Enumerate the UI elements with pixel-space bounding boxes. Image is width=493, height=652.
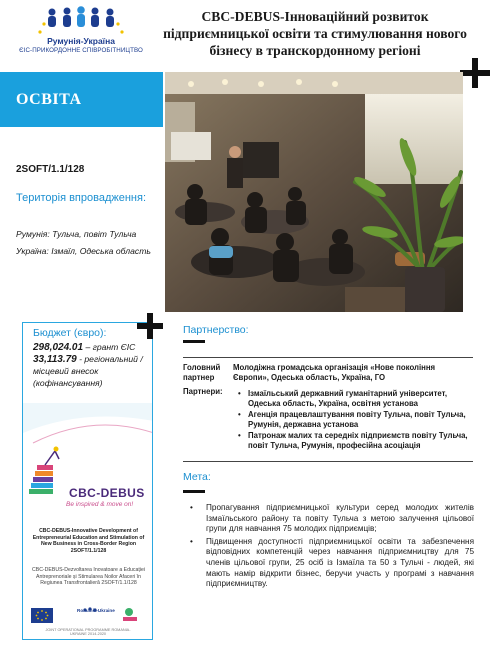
event-photo-illustration [165,72,463,312]
document-title: CBC-DEBUS-Інноваційний розвиток підприємницької освіти та стимулювання нового бізнесу в транскордонному регіоні [163,9,467,58]
plus-icon [460,58,490,88]
budget-grant-amount: 298,024.01 [33,342,84,353]
partners-label: Партнери: [183,387,223,396]
heading-underline [183,340,205,343]
lead-partner-value: Молодіжна громадська організація «Нове покоління Європи», Одеська область, Україна, ГО [233,363,436,382]
cbc-debus-logo: CBC-DEBUS [69,486,145,500]
territory-romania: Румунія: Тульча, повіт Тульча [16,229,137,239]
budget-local-text: місцевий внесок [33,366,99,376]
budget-cofinancing-text: (кофінансування) [33,378,103,388]
plus-icon [137,313,163,339]
budget-grant-line [33,342,153,353]
budget-regional-amount: 33,113.79 [33,354,77,365]
project-code: 2SOFT/1.1/128 [16,164,85,175]
partnership-heading: Партнерство: [183,324,249,336]
lead-partner-label-line1: Головний [183,363,221,372]
budget-poster [22,322,153,640]
program-logo [16,4,146,62]
logo-people-icon [42,6,120,28]
heading-underline [183,490,205,493]
poster-english-title: CBC-DEBUS-Innovative Development of Entrepreneurial Education and Stimulation of New Business in Cross-Border Region 2SOFT/1.1/128 [32,528,145,554]
lead-partner-label-line2: партнер [183,373,215,382]
poster-romanian-title: CBC-DEBUS-Dezvoltarea Inovatoare a Educației Antreprenoriale și Stimularea Noilor Afaceri în Regiunea Transfrontalieră 2SOFT/1.1/128 [31,567,146,586]
section-title: ОСВІТА [16,91,82,108]
logo-title: Румунія-Україна [47,36,115,46]
list-item: • Пропагування підприємницької культури серед молодих жителів Ізмаїльського району та повіту Тульча з метою залучення цільової групи для навчання 75 молодих підприємців; [206,503,474,535]
event-photo [165,72,463,312]
poster-program-text: JOINT OPERATIONAL PROGRAMME ROMANIA-UKRAINE 2014-2020 [45,628,131,636]
territory-heading: Територія впровадження: [16,192,147,204]
list-item: • Ізмаїльський державний гуманітарний університет, Одеська область, Україна, освітня установа [248,389,476,409]
logo-subtitle: ЄІС-ПРИКОРДОННЕ СПІВРОБІТНИЦТВО [19,47,143,54]
list-item: • Агенція працевлаштування повіту Тульча, повіт Тульча, Румунія, державна установа [248,410,476,430]
list-item: • Патронаж малих та середніх підприємств повіту Тульча, повіт Тульча, Румунія, професійна асоціація [248,431,476,451]
divider [183,461,473,462]
budget-regional-text: - регіональний / [79,354,143,364]
section-band [0,72,163,127]
partners-list [248,389,476,452]
budget-grant-text: – грант ЄІС [85,342,136,352]
list-item: • Підвищення доступності підприємницької освіти та забезпечення відповідних компетенцій через навчання підприємництву для 75 членів цільової групи, 25 осіб із Ізмаїла та 50 з Тульчі - людей, які мають намір відкрити бізнес, беручи участь у програмі з навчання підприємництву. [206,537,474,590]
lead-partner-label [183,363,220,383]
cbc-debus-slogan: Be inspired & move on! [66,501,134,508]
budget-label: Бюджет (євро): [33,327,107,339]
divider [183,357,473,358]
goals-list [206,503,474,592]
budget-regional-line [33,354,153,365]
goals-heading: Мета: [183,471,211,483]
poster-partner-label: Romania-Ukraine [77,608,115,613]
territory-ukraine: Україна: Ізмаїл, Одеська область [16,246,151,256]
